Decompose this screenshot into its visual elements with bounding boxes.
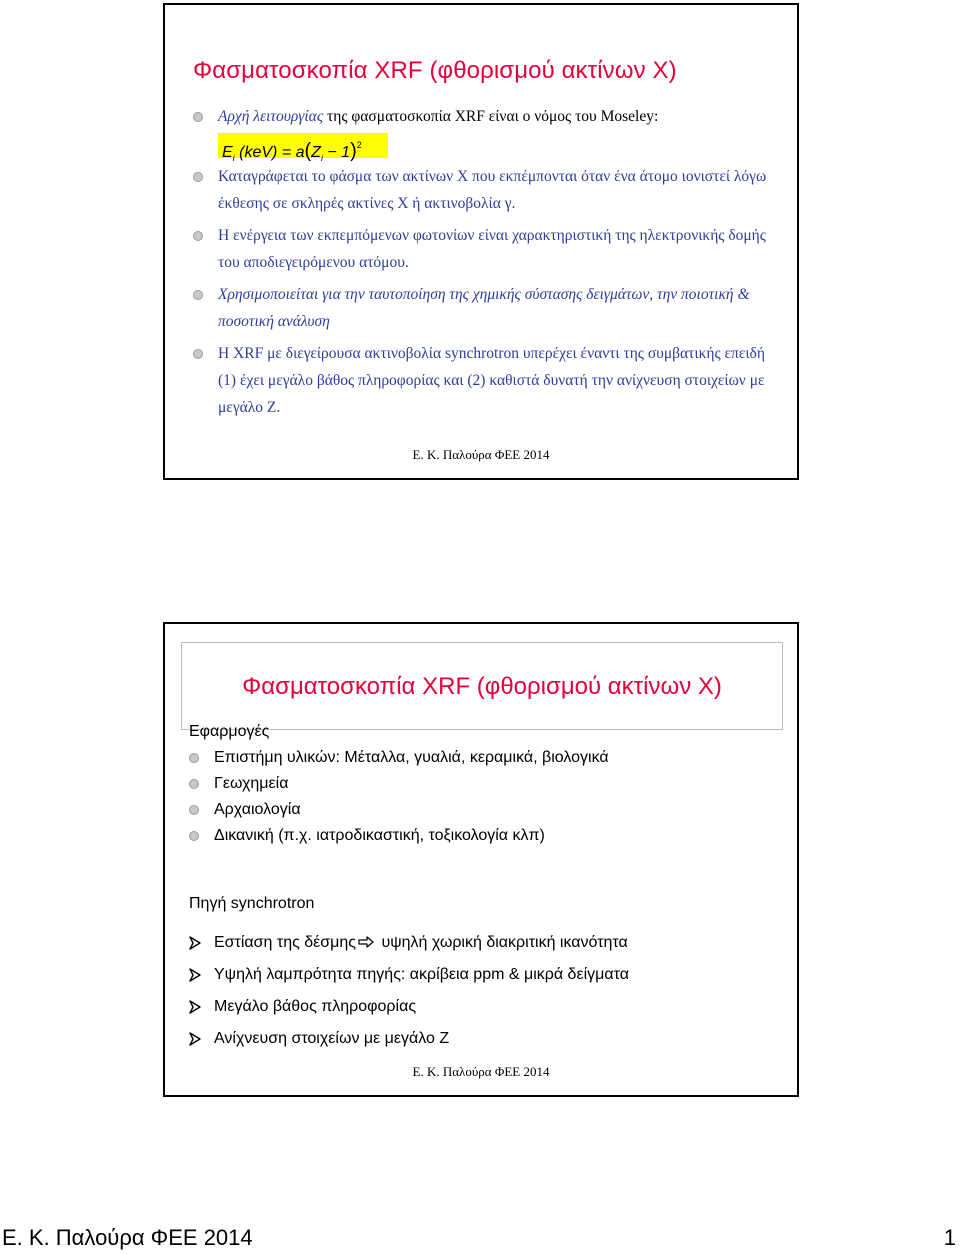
- slide-1: [163, 3, 799, 480]
- formula-kev: (keV) = a: [239, 144, 305, 161]
- application-text: Αρχαιολογία: [214, 801, 301, 818]
- formula-row: [193, 130, 783, 163]
- formula-sub-i-2: i: [320, 153, 323, 163]
- application-item: [189, 823, 779, 849]
- application-text: Επιστήμη υλικών: Μέταλλα, γυαλιά, κεραμικά, βιολογικά: [214, 749, 609, 766]
- bullet-dot-icon: [189, 805, 199, 815]
- bullet-dot-icon: [193, 172, 203, 182]
- page-number: 1: [943, 1225, 956, 1250]
- arrow-right-icon: [358, 936, 374, 948]
- slide-2-body: [189, 719, 779, 1055]
- slide-2: [163, 622, 799, 1097]
- slide-2-footer: Ε. Κ. Παλούρα ΦΕΕ 2014: [412, 1064, 550, 1079]
- feature-text: Υψηλή λαμπρότητα πηγής: ακρίβεια ppm & μικρά δείγματα: [214, 966, 629, 983]
- feature-text: Ανίχνευση στοιχείων με μεγάλο Z: [214, 1030, 450, 1047]
- application-item: [189, 797, 779, 823]
- bullet-moseley: [193, 103, 783, 130]
- applications-heading: Εφαρμογές: [189, 723, 270, 740]
- formula-minus-one: − 1: [322, 144, 351, 161]
- synchrotron-feature-list: [189, 927, 779, 1055]
- bullet-dot-icon: [193, 231, 203, 241]
- application-item: [189, 745, 779, 771]
- page-footer-author: Ε. Κ. Παλούρα ΦΕΕ 2014: [2, 1225, 253, 1250]
- feature-item: [189, 1023, 779, 1055]
- chevron-right-icon: [189, 968, 202, 982]
- bullet-synchrotron: [193, 340, 783, 421]
- formula-sub-i: i: [232, 153, 235, 163]
- spectrum-rest: το φάσμα των ακτίνων X που εκπέμπονται όταν ένα άτομο ιονιστεί λόγω έκθεσης σε σκληρές ακτίνες X ή ακτινοβολία γ.: [218, 168, 767, 212]
- slide-1-title: Φασματοσκοπία XRF (φθορισμού ακτίνων X): [193, 57, 677, 84]
- slide-1-footer: Ε. Κ. Παλούρα ΦΕΕ 2014: [412, 447, 550, 462]
- formula-e: E: [222, 144, 233, 161]
- chevron-right-icon: [189, 1000, 202, 1014]
- synchrotron-source-heading: Πηγή synchrotron: [189, 895, 315, 912]
- bullet-dot-icon: [193, 290, 203, 300]
- slide-2-title: Φασματοσκοπία XRF (φθορισμού ακτίνων X): [242, 673, 722, 700]
- bullet-energy: [193, 222, 783, 276]
- bullet-dot-icon: [193, 112, 203, 122]
- feature-item: [189, 959, 779, 991]
- bullet-dot-icon: [189, 753, 199, 763]
- application-text: Γεωχημεία: [214, 775, 289, 792]
- moseley-lead: Αρχή λειτουργίας: [218, 108, 324, 125]
- feature-text: υψηλή χωρική διακριτική ικανότητα: [377, 934, 628, 951]
- bullet-dot-icon: [193, 349, 203, 359]
- moseley-rest: της φασματοσκοπία XRF είναι ο νόμος του Moseley:: [323, 108, 659, 125]
- chevron-right-icon: [189, 1032, 202, 1046]
- application-item: [189, 771, 779, 797]
- bullet-spectrum: [193, 163, 783, 217]
- application-text: Δικανική (π.χ. ιατροδικαστική, τοξικολογία κλπ): [214, 827, 545, 844]
- formula-paren-close: ): [350, 140, 357, 162]
- bullet-dot-icon: [189, 831, 199, 841]
- moseley-formula: [218, 133, 388, 163]
- feature-item: [189, 991, 779, 1023]
- formula-exponent: 2: [356, 140, 362, 150]
- feature-text: Μεγάλο βάθος πληροφορίας: [214, 998, 417, 1015]
- bullet-usage: [193, 281, 783, 335]
- slide-1-bullet-list: [193, 103, 783, 421]
- slide-2-title-box: [181, 642, 783, 730]
- feature-text: Εστίαση της δέσμης: [214, 934, 357, 951]
- formula-z: Z: [311, 144, 321, 161]
- spectrum-lead: Καταγράφεται: [218, 168, 308, 185]
- chevron-right-icon: [189, 936, 202, 950]
- usage-text: Χρησιμοποιείται για την ταυτοποίηση της χημικής σύστασης δειγμάτων, την ποιοτική & ποσοτική ανάλυση: [218, 286, 750, 330]
- feature-item: [189, 927, 779, 959]
- energy-text: Η ενέργεια των εκπεμπόμενων φωτονίων είναι χαρακτηριστική της ηλεκτρονικής δομής του αποδιεγειρόμενου ατόμου.: [218, 227, 766, 271]
- formula-paren-open: (: [304, 140, 312, 162]
- synchrotron-text: Η XRF με διεγείρουσα ακτινοβολία synchrotron υπερέχει έναντι της συμβατικής επειδή (1) έχει μεγάλο βάθος πληροφορίας και (2) καθιστά δυνατή την ανίχνευση στοιχείων με μεγάλο Z.: [218, 345, 765, 416]
- bullet-dot-icon: [189, 779, 199, 789]
